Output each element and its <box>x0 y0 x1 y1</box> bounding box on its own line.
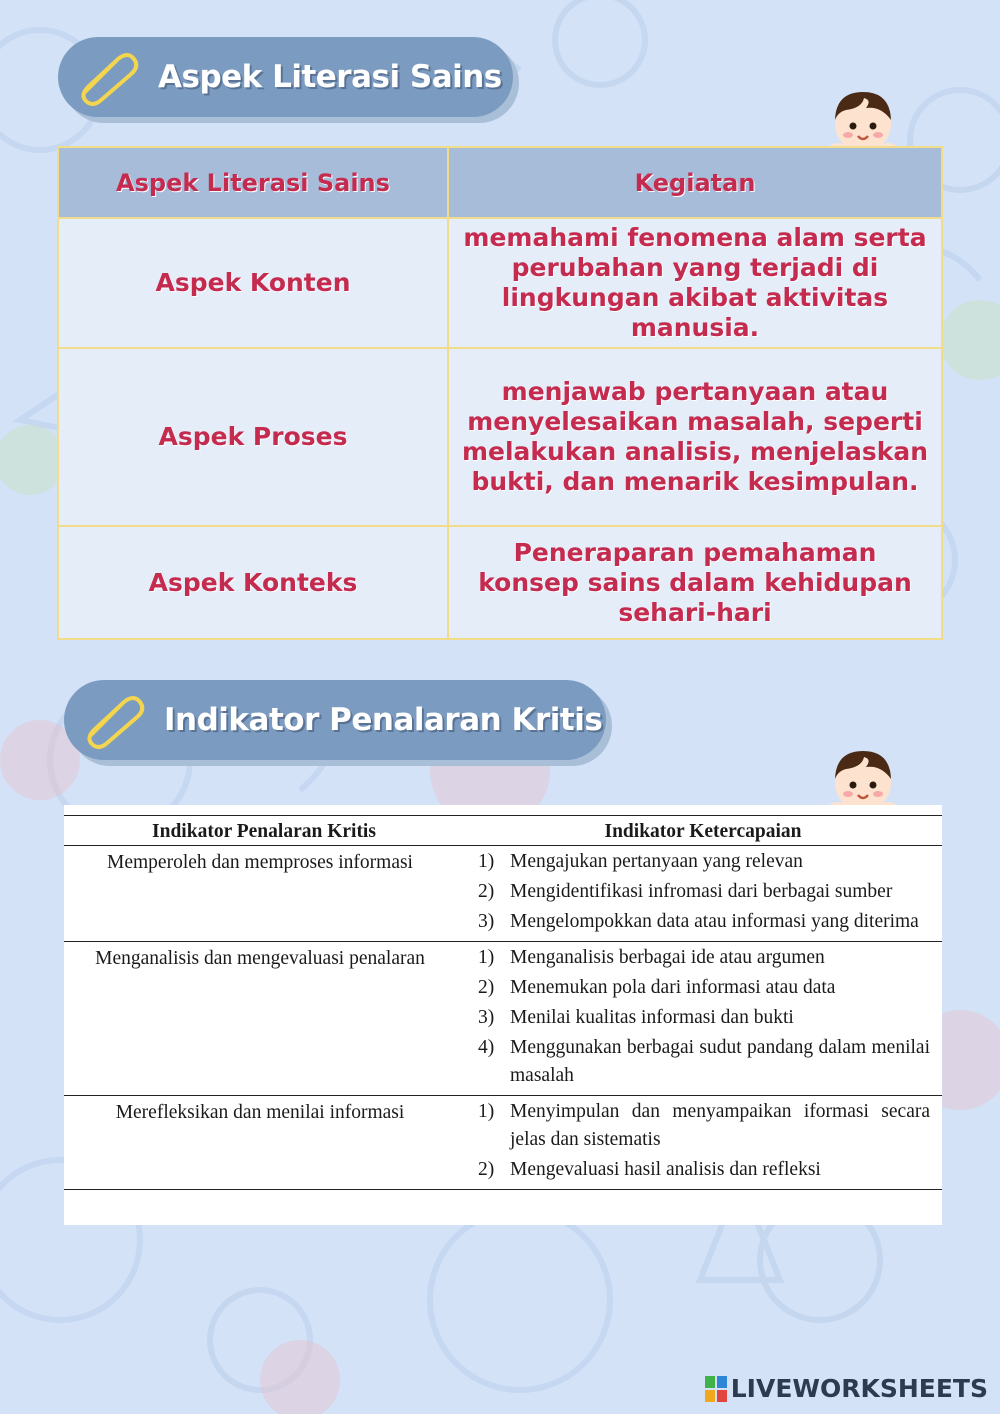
achievement-cell <box>464 846 942 942</box>
column-header-aspect: Aspek Literasi Sains <box>58 147 448 218</box>
table-row <box>64 942 942 1096</box>
column-header-indicator: Indikator Penalaran Kritis <box>64 816 464 846</box>
liveworksheets-logo-icon <box>705 1376 727 1402</box>
watermark-text: LIVEWORKSHEETS <box>730 1374 988 1403</box>
list-item: 2) Mengidentifikasi infromasi dari berbagai sumber <box>478 881 893 902</box>
table-row <box>58 526 942 639</box>
table-row <box>64 846 942 942</box>
column-header-activity: Kegiatan <box>448 147 942 218</box>
list-item: 1) Menyimpulan dan menyampaikan iformasi secara jelas dan sistematis <box>478 1101 930 1150</box>
liveworksheets-watermark <box>705 1374 988 1403</box>
paperclip-icon <box>74 47 144 107</box>
activity-cell: menjawab pertanyaan atau menyelesaikan masalah, seperti melakukan analisis, menjelaskan bukti, dan menarik kesimpulan. <box>448 348 942 526</box>
list-item: 3) Menilai kualitas informasi dan bukti <box>478 1007 794 1028</box>
section-title: Indikator Penalaran Kritis <box>164 702 603 738</box>
list-item: 2) Menemukan pola dari informasi atau data <box>478 977 836 998</box>
indicator-cell: Memperoleh dan memproses informasi <box>107 852 413 873</box>
aspect-cell: Aspek Konten <box>58 218 448 348</box>
list-item: 1) Mengajukan pertanyaan yang relevan <box>478 851 803 872</box>
list-item: 2) Mengevaluasi hasil analisis dan refleksi <box>478 1159 821 1180</box>
section-title: Aspek Literasi Sains <box>158 59 502 95</box>
table-row <box>64 1096 942 1190</box>
activity-cell: memahami fenomena alam serta perubahan yang terjadi di lingkungan akibat aktivitas manusia. <box>448 218 942 348</box>
indicator-cell: Merefleksikan dan menilai informasi <box>64 1096 464 1190</box>
column-header-achievement: Indikator Ketercapaian <box>464 816 942 846</box>
section-header-literasi <box>58 37 513 117</box>
activity-cell: Peneraparan pemahaman konsep sains dalam kehidupan sehari-hari <box>448 526 942 639</box>
aspect-cell: Aspek Konteks <box>58 526 448 639</box>
paperclip-icon <box>80 690 150 750</box>
table-row <box>58 218 942 348</box>
list-item: 3) Mengelompokkan data atau informasi yang diterima <box>478 911 919 932</box>
penalaran-table-container <box>64 805 942 1225</box>
penalaran-kritis-table <box>64 815 942 1190</box>
section-header-penalaran <box>64 680 606 760</box>
aspect-cell: Aspek Proses <box>58 348 448 526</box>
indicator-cell: Menganalisis dan mengevaluasi penalaran <box>64 942 464 1096</box>
literasi-sains-table <box>57 146 943 640</box>
achievement-cell <box>464 942 942 1096</box>
list-item: 1) Menganalisis berbagai ide atau argumen <box>478 947 825 968</box>
list-item: 4) Menggunakan berbagai sudut pandang dalam menilai masalah <box>478 1037 930 1086</box>
table-row <box>58 348 942 526</box>
achievement-cell <box>464 1096 942 1190</box>
